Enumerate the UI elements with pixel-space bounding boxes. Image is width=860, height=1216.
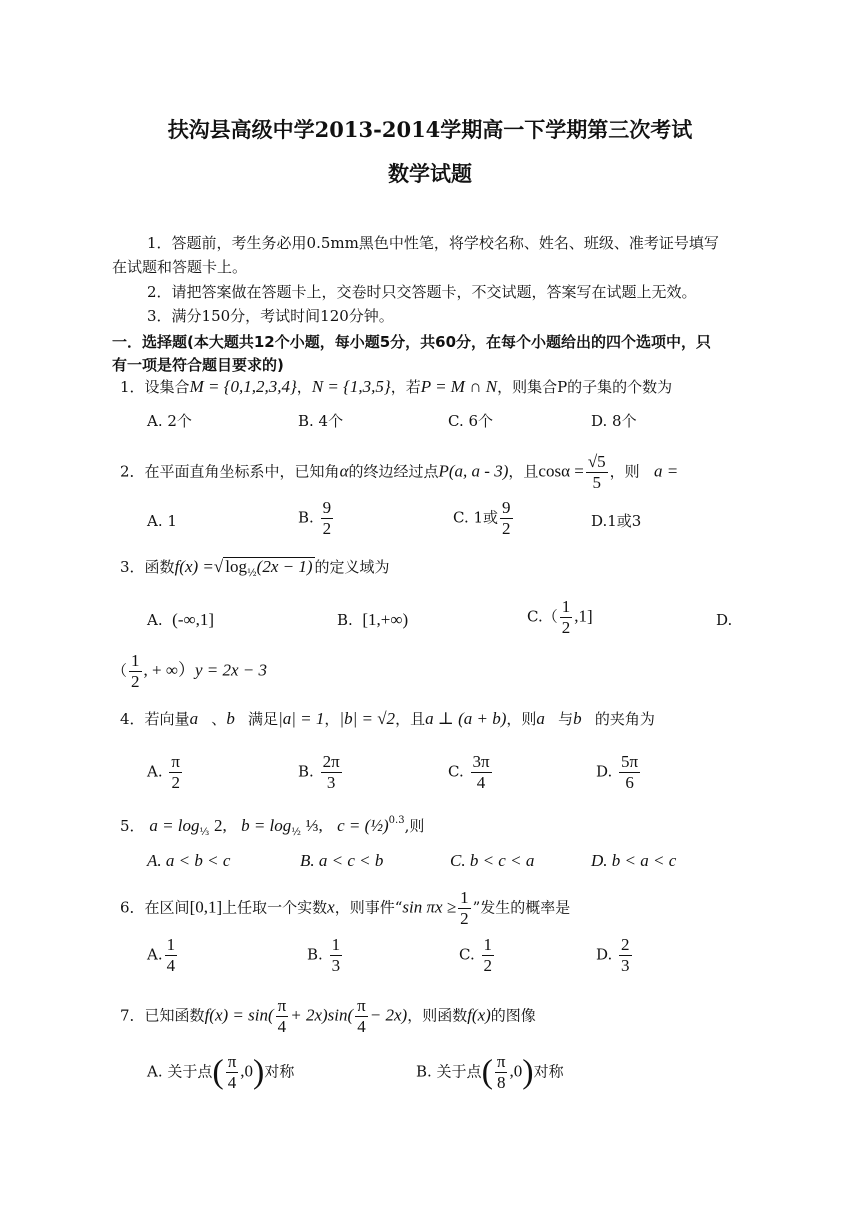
- math-expression: f(x) =: [174, 557, 214, 576]
- denominator: 4: [476, 773, 486, 792]
- math-expression: + 2x)sin(: [290, 1005, 354, 1025]
- math-expression: ,0: [240, 1061, 254, 1081]
- question-6: [120, 888, 570, 929]
- option-label: B.: [337, 611, 353, 629]
- question-text: ，若: [390, 378, 421, 396]
- exponent: 0.3: [388, 815, 405, 826]
- option-label: D.: [596, 762, 613, 781]
- option-a: A. 1: [147, 512, 177, 530]
- denominator: 5: [592, 473, 601, 492]
- numerator: 3π: [472, 752, 490, 771]
- math-expression: (2x − 1): [256, 557, 313, 576]
- numerator: π: [171, 752, 180, 771]
- option-label: B.: [298, 508, 314, 527]
- option-d-label: D.: [716, 611, 733, 629]
- question-text: 已知函数: [144, 1006, 205, 1025]
- question-3: [120, 556, 390, 585]
- numerator: π: [496, 1052, 506, 1071]
- denominator: 4: [227, 1073, 237, 1092]
- option-b: B. a < c < b: [300, 851, 384, 870]
- option-d: [112, 651, 267, 692]
- fraction: [586, 452, 608, 493]
- fraction: [560, 597, 573, 638]
- section-header-cont: 有一项是符合题目要求的): [112, 356, 284, 374]
- option-c: [527, 597, 593, 638]
- math-expression: |a| = 1: [278, 709, 325, 728]
- option-c: [453, 498, 515, 539]
- denominator: 2: [483, 956, 492, 975]
- math-expression: c = (½): [337, 816, 389, 835]
- question-text: 设集合: [144, 378, 190, 396]
- denominator: 2: [322, 519, 332, 538]
- section-header: 一．选择题(本大题共12个小题，每小题5分，共60分，在每个小题给出的四个选项中，只: [112, 333, 712, 351]
- question-5: [120, 810, 424, 844]
- numerator: 5π: [621, 752, 639, 771]
- paren-left: (: [212, 1053, 224, 1091]
- numerator: 9: [322, 498, 332, 517]
- option-label: C. 1或: [453, 508, 499, 527]
- vector-b: b⃗: [573, 709, 595, 728]
- log-base: ½: [291, 827, 301, 838]
- option-d: [596, 935, 634, 976]
- denominator: 3: [331, 956, 341, 975]
- question-text: 与: [558, 710, 574, 728]
- question-text: 在平面直角坐标系中，已知角: [144, 462, 340, 481]
- numerator: π: [277, 996, 287, 1015]
- denominator: 4: [166, 956, 176, 975]
- option-d: D. 8个: [591, 412, 637, 430]
- option-label: C.（: [527, 607, 558, 626]
- fraction: [619, 752, 640, 793]
- vector-a: a⃗: [536, 709, 559, 728]
- math-expression: (-∞,1]: [172, 610, 215, 629]
- log-base: ⅓: [199, 827, 210, 838]
- question-text: ，则: [609, 462, 640, 481]
- sqrt-sign: √: [213, 557, 224, 576]
- numerator: 1: [331, 935, 341, 954]
- fraction: [226, 1052, 239, 1093]
- question-text: ，且: [508, 462, 539, 481]
- question-2: [120, 452, 678, 493]
- denominator: 2: [131, 672, 140, 691]
- option-label: B.: [298, 762, 314, 781]
- denominator: 2: [171, 773, 180, 792]
- math-expression: 2,: [214, 816, 227, 835]
- sqrt-body: [223, 557, 314, 579]
- numerator: 1: [561, 597, 571, 616]
- question-text: 在区间: [144, 898, 190, 917]
- exam-subtitle: 数学试题: [388, 161, 472, 186]
- math-expression: N = {1,3,5}: [311, 377, 391, 396]
- question-text: ，则事件“: [334, 898, 403, 917]
- math-expression: [1,+∞): [362, 610, 409, 629]
- math-expression: P(a, a - 3): [438, 461, 509, 481]
- fraction: [458, 888, 471, 929]
- exam-title: 扶沟县高级中学2013-2014学期高一下学期第三次考试: [167, 117, 693, 142]
- math-expression: f(x) = sin(: [204, 1005, 274, 1025]
- option-b: B. 4个: [298, 412, 344, 430]
- question-number: 3．: [120, 558, 145, 576]
- option-label: C.: [448, 762, 464, 781]
- option-label: A.: [147, 762, 163, 781]
- math-expression: a =: [653, 461, 679, 481]
- fraction: [619, 935, 632, 976]
- math-expression: α: [339, 461, 349, 481]
- math-expression: M = {0,1,2,3,4}: [189, 377, 297, 396]
- option-a: [147, 609, 214, 631]
- vector-a: a⃗: [189, 709, 212, 728]
- numerator: 9: [502, 498, 511, 517]
- option-text: （: [112, 661, 128, 680]
- numerator: √5: [587, 452, 606, 471]
- fraction: [169, 752, 182, 793]
- question-number: 7．: [120, 1006, 145, 1025]
- numerator: 1: [131, 651, 140, 670]
- math-expression: sin πx ≥: [402, 897, 457, 917]
- math-expression: f(x): [467, 1005, 491, 1025]
- question-text: 函数: [144, 558, 175, 576]
- paren-right: ): [522, 1053, 534, 1091]
- fraction: [355, 996, 368, 1037]
- option-b: [416, 1052, 564, 1093]
- fraction: [129, 651, 142, 692]
- option-label: D.: [596, 945, 613, 964]
- option-label: B. 关于点: [416, 1062, 482, 1081]
- question-number: 2．: [120, 462, 145, 481]
- question-text: 的终边经过点: [348, 462, 439, 481]
- option-label: A. 关于点: [147, 1062, 213, 1081]
- question-text: 满足: [248, 710, 279, 728]
- instruction-2: 2．请把答案做在答题卡上，交卷时只交答题卡，不交试题，答案写在试题上无效。: [147, 283, 697, 301]
- option-c: [459, 935, 496, 976]
- denominator: 2: [561, 618, 571, 637]
- option-b: [337, 609, 408, 631]
- option-a: A. 2个: [147, 412, 192, 430]
- fraction: [321, 752, 342, 793]
- question-text: 上任取一个实数: [222, 898, 328, 917]
- question-text: ，且: [395, 710, 426, 728]
- option-a: [147, 1052, 294, 1093]
- question-text: 的夹角为: [594, 710, 655, 728]
- question-text: ，则: [506, 710, 537, 728]
- instruction-1-cont: 在试题和答题卡上。: [112, 258, 248, 276]
- denominator: 4: [277, 1017, 287, 1036]
- question-text: 若向量: [144, 710, 190, 728]
- log-text: log: [225, 557, 247, 576]
- math-expression: ⅓,: [305, 816, 323, 835]
- instruction-3: 3．满分150分，考试时间120分钟。: [147, 307, 394, 325]
- question-number: 5．: [120, 817, 145, 835]
- question-number: 6．: [120, 898, 145, 917]
- denominator: 2: [502, 519, 511, 538]
- option-d: [596, 752, 642, 793]
- numerator: 2π: [322, 752, 340, 771]
- math-expression: P = M ∩ N: [420, 377, 498, 396]
- denominator: 2: [460, 909, 469, 928]
- option-d: D. b < a < c: [591, 851, 677, 870]
- question-text: 的定义域为: [314, 558, 390, 576]
- question-text: ，: [296, 378, 312, 396]
- math-expression: x: [327, 897, 335, 917]
- math-expression: − 2x): [369, 1005, 408, 1025]
- denominator: 4: [357, 1017, 366, 1036]
- option-c: [448, 752, 494, 793]
- math-expression: , + ∞）: [143, 660, 195, 680]
- numerator: 1: [166, 935, 176, 954]
- paren-right: ): [253, 1053, 265, 1091]
- option-c: C. 6个: [448, 412, 494, 430]
- question-4: [120, 708, 655, 730]
- option-a: A. a < b < c: [147, 851, 231, 870]
- option-b: [298, 498, 335, 539]
- denominator: 3: [326, 773, 336, 792]
- option-a: [147, 752, 184, 793]
- question-1: [120, 376, 672, 398]
- fraction: [321, 498, 334, 539]
- fraction: [482, 935, 495, 976]
- fraction: [276, 996, 289, 1037]
- fraction: [330, 935, 343, 976]
- option-d: D.1或3: [591, 512, 642, 530]
- option-text: 对称: [264, 1062, 295, 1081]
- option-c: C. b < c < a: [450, 851, 535, 870]
- math-expression: cosα =: [538, 461, 584, 481]
- paren-left: (: [481, 1053, 493, 1091]
- math-expression: ,0: [509, 1061, 523, 1081]
- option-label: B.: [307, 945, 323, 964]
- fraction: [500, 498, 513, 539]
- denominator: 6: [625, 773, 634, 792]
- fraction: [471, 752, 492, 793]
- option-b: [307, 935, 344, 976]
- denominator: 3: [621, 956, 630, 975]
- math-expression: [0,1]: [189, 897, 223, 917]
- math-expression: |b| = √2: [339, 709, 396, 728]
- math-expression: ,1]: [574, 606, 593, 626]
- log-base: ½: [246, 568, 257, 579]
- fraction: [165, 935, 178, 976]
- option-label: A.: [147, 945, 163, 964]
- math-expression: a ⊥ (a + b): [425, 709, 507, 728]
- question-text: 、: [211, 710, 227, 728]
- vector-b: b⃗: [226, 709, 249, 728]
- option-label: C.: [459, 945, 475, 964]
- math-expression: y = 2x − 3: [194, 660, 268, 680]
- numerator: π: [227, 1052, 237, 1071]
- question-number: 4．: [120, 710, 145, 728]
- question-7: [120, 996, 536, 1037]
- question-text: ,则: [404, 817, 425, 835]
- option-text: 对称: [533, 1062, 564, 1081]
- question-text: 的图像: [490, 1006, 536, 1025]
- math-expression: a = log: [149, 816, 200, 835]
- question-number: 1．: [120, 378, 145, 396]
- denominator: 8: [496, 1073, 506, 1092]
- numerator: 1: [483, 935, 492, 954]
- instruction-1: 1．答题前，考生务必用0.5mm黑色中性笔，将学校名称、姓名、班级、准考证号填写: [147, 234, 719, 252]
- question-text: ”发生的概率是: [472, 898, 571, 917]
- option-label: A.: [147, 611, 163, 629]
- numerator: 1: [460, 888, 469, 907]
- numerator: 2: [621, 935, 630, 954]
- math-expression: b = log: [241, 816, 292, 835]
- question-text: ，: [324, 710, 340, 728]
- option-a: [147, 935, 179, 976]
- fraction: [495, 1052, 508, 1093]
- numerator: π: [357, 996, 366, 1015]
- question-text: ，则集合P的子集的个数为: [497, 378, 673, 396]
- option-b: [298, 752, 344, 793]
- question-text: ，则函数: [407, 1006, 468, 1025]
